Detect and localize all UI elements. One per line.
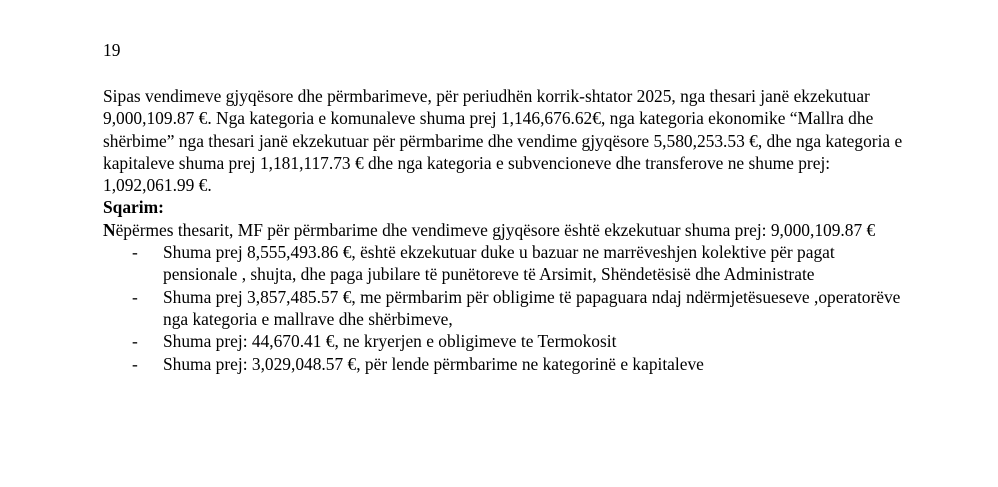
list-item bbox=[103, 286, 903, 331]
list-item bbox=[103, 330, 903, 352]
bullet-dash: - bbox=[132, 353, 138, 374]
section-heading: Sqarim: bbox=[103, 197, 164, 218]
list-item-text: Shuma prej: 3,029,048.57 €, për lende përmbarime ne kategorinë e kapitaleve bbox=[163, 353, 704, 374]
list-item bbox=[103, 353, 903, 375]
bullet-dash: - bbox=[132, 242, 138, 263]
bullet-dash: - bbox=[132, 286, 138, 307]
explanation-text: ëpërmes thesarit, MF për përmbarime dhe vendimeve gjyqësore është ekzekutuar shuma prej: 9,000,109.87 € bbox=[115, 219, 876, 240]
document-body bbox=[103, 85, 903, 375]
list-item-text: Shuma prej: 44,670.41 €, ne kryerjen e obligimeve te Termokosit bbox=[163, 331, 617, 352]
page-number: 19 bbox=[103, 40, 121, 60]
list-item bbox=[103, 241, 903, 286]
list-item-text: Shuma prej 8,555,493.86 €, është ekzekutuar duke u bazuar ne marrëveshjen kolektive për pagat pensionale , shujta, dhe paga jubilare të punëtoreve të Arsimit, Shëndetësisë dhe Administrate bbox=[163, 242, 835, 285]
explanation-paragraph bbox=[103, 219, 903, 241]
explanation-initial: N bbox=[103, 219, 116, 240]
list-item-text: Shuma prej 3,857,485.57 €, me përmbarim për obligime të papaguara ndaj ndërmjetësueseve ,operatorëve nga kategoria e mallrave dhe shërbimeve, bbox=[163, 286, 901, 329]
intro-paragraph: Sipas vendimeve gjyqësore dhe përmbarimeve, për periudhën korrik-shtator 2025, nga thesari janë ekzekutuar 9,000,109.87 €. Nga kategoria e komunaleve shuma prej 1,146,676.62€, nga kategoria ekonomike “Mallra dhe shërbime” nga thesari janë ekzekutuar për përmbarime dhe vendime gjyqësore 5,580,253.53 €, dhe nga kategoria e kapitaleve shuma prej 1,181,117.73 € dhe nga kategoria e subvencioneve dhe transferove ne shume prej: 1,092,061.99 €. bbox=[103, 86, 903, 196]
bullet-list bbox=[103, 241, 903, 375]
bullet-dash: - bbox=[132, 331, 138, 352]
